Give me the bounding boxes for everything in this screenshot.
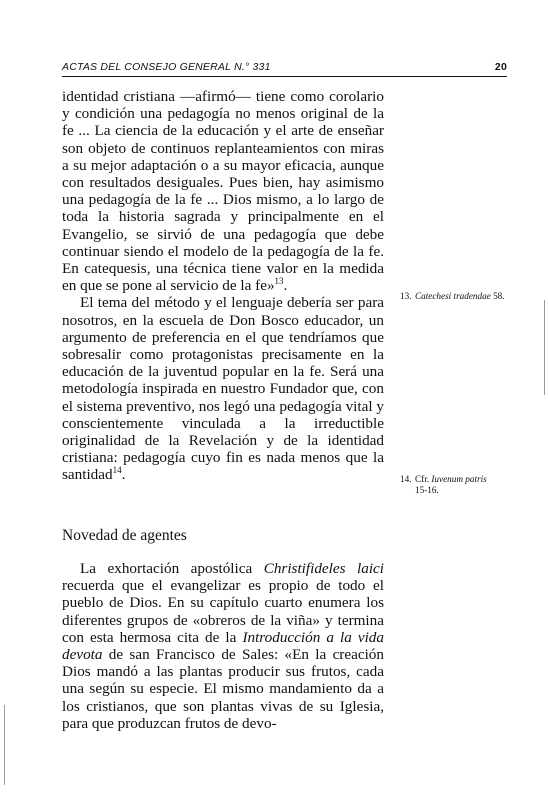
paragraph-1: [62, 88, 384, 294]
paragraph-2-end: .: [121, 466, 126, 484]
note-14-number: 14.: [400, 474, 412, 484]
paragraph-1-text: identidad cristiana —afirmó— tiene como corolario y condición una pedagogía no menos original de la fe ... La ciencia de la educación y el arte de enseñar son objeto de continuos replanteamientos con miras a su mejor adaptación o a su mayor eficacia, aunque con resultados desiguales. Pues bien, hay asimismo una pedagogía de la fe ... Dios mismo, a lo largo de toda la historia sagrada y principalmente en el Evangelio, se sirvió de una pedagogía que debe continuar siendo el modelo de la pedagogía de la fe. En catequesis, una técnica tiene valor en la medida en que se pone al servicio de la fe»: [62, 88, 384, 295]
note-13-page: 58.: [490, 291, 505, 301]
margin-note-13: [400, 291, 508, 302]
note-13-number: 13.: [400, 291, 412, 301]
scan-edge-line: [544, 300, 545, 395]
paragraph-3-title-2: Introducción a la vida devota: [62, 628, 384, 664]
page-number: 20: [494, 61, 507, 73]
footnote-ref-13: 13: [274, 276, 284, 287]
margin-note-14: [400, 474, 508, 496]
paragraph-3-part-1: La exhortación apostólica: [80, 560, 264, 577]
paragraph-3-part-2: recuerda que el evangelizar es propio de todo el pueblo de Dios. En su capítulo cuarto enumera los diferentes grupos de «obreros de la viña» y termina con esta hermosa cita de la: [62, 577, 384, 646]
paragraph-1-end: .: [283, 277, 288, 295]
paragraph-3-part-3: de san Francisco de Sales: «En la creación Dios mandó a las plantas producir sus frutos, cada una según su especie. El mismo mandamiento da a los cristianos, que son plantas vivas de su Iglesia, para que produzcan frutos de devo-: [62, 646, 384, 732]
note-14-prefix: Cfr.: [415, 474, 432, 484]
note-13-title: Catechesi tradendae: [415, 291, 491, 301]
paragraph-2: [62, 294, 384, 483]
section-text-block: [62, 560, 384, 732]
note-14-title: Iuvenum patris: [431, 474, 487, 484]
footnote-ref-14: 14: [112, 465, 122, 476]
header-title: ACTAS DEL CONSEJO GENERAL N.° 331: [62, 61, 271, 73]
section-heading: Novedad de agentes: [62, 527, 187, 544]
scan-edge-line-left: [4, 705, 5, 785]
paragraph-3: [62, 560, 384, 732]
paragraph-3-title-1: Christifideles laici: [263, 560, 384, 577]
note-14-pages: 15-16.: [415, 485, 439, 495]
paragraph-2-text: El tema del método y el lenguaje debería ser para nosotros, en la escuela de Don Bosco educador, un argumento de preferencia en el que tendríamos que sobresalir como protagonistas precisamente en la educación de la juventud popular en la fe. Será una metodología inspirada en nuestro Fundador que, con el sistema preventivo, nos legó una pedagogía vital y conscientemente vinculada a la irreductible originalidad de la Revelación y de la identidad cristiana: pedagogía cuyo fin es nada menos que la santidad: [62, 294, 384, 484]
running-header: [62, 58, 507, 77]
main-text-block: [62, 88, 384, 484]
